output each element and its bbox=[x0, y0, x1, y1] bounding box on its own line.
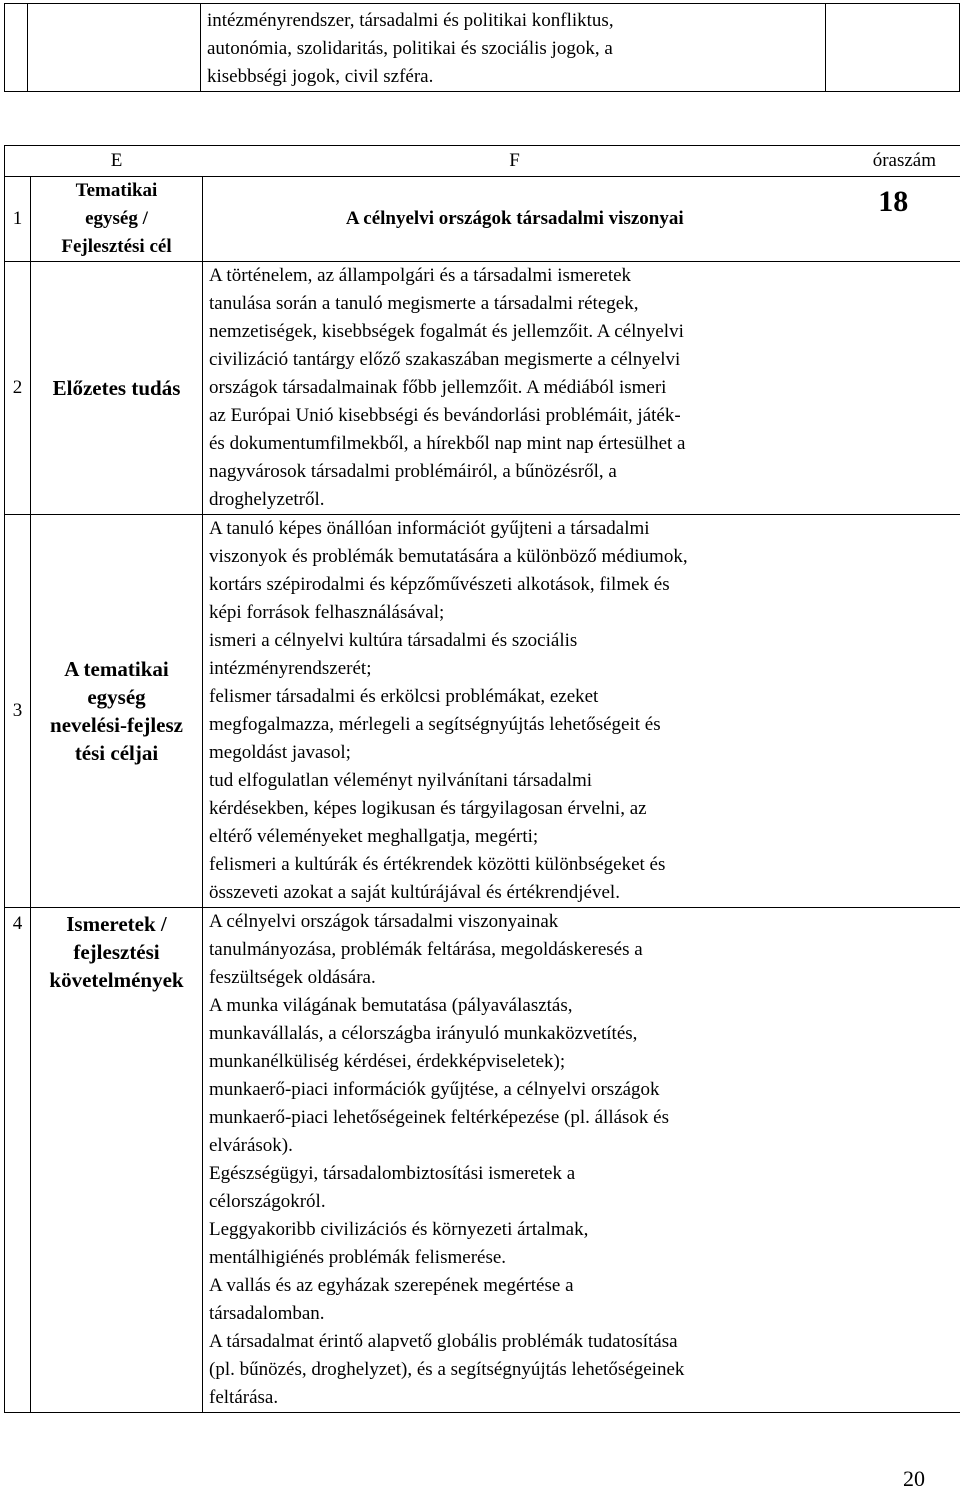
label-line: követelmények bbox=[33, 966, 200, 994]
header-col-e: E bbox=[31, 146, 203, 177]
content-line: célországokról. bbox=[203, 1188, 960, 1216]
content-line: viszonyok és problémák bemutatására a különböző médiumok, bbox=[203, 543, 960, 571]
label-line: egység bbox=[33, 683, 200, 711]
row-label-prior-knowledge: Előzetes tudás bbox=[31, 262, 203, 515]
top-line: autonómia, szolidaritás, politikai és szociális jogok, a bbox=[207, 35, 819, 63]
content-line: és dokumentumfilmekből, a hírekből nap mint nap értesülhet a bbox=[203, 430, 960, 458]
content-line: összeveti azokat a saját kultúrájával és értékrendjével. bbox=[203, 879, 960, 907]
content-line: civilizáció tantárgy előző szakaszában megismerte a célnyelvi bbox=[203, 346, 960, 374]
prior-knowledge-content bbox=[203, 262, 960, 515]
hours-value: 18 bbox=[827, 177, 960, 262]
requirements-content bbox=[203, 908, 960, 1413]
label-line: Ismeretek / bbox=[33, 910, 200, 938]
page-number: 20 bbox=[903, 1467, 925, 1491]
content-line: feszültségek oldására. bbox=[203, 964, 960, 992]
row-label-requirements bbox=[31, 908, 203, 1413]
content-line: tanulmányozása, problémák feltárása, megoldáskeresés a bbox=[203, 936, 960, 964]
top-label-cell bbox=[28, 4, 201, 92]
main-table bbox=[4, 145, 960, 1413]
top-content-text bbox=[201, 4, 825, 91]
development-goals-content bbox=[203, 515, 960, 908]
label-line: fejlesztési bbox=[33, 938, 200, 966]
top-num-cell bbox=[5, 4, 28, 92]
content-line: A célnyelvi országok társadalmi viszonyainak bbox=[203, 908, 960, 936]
row-development-goals bbox=[5, 515, 960, 908]
content-line: az Európai Unió kisebbségi és bevándorlási problémáit, játék- bbox=[203, 402, 960, 430]
row-topic-unit bbox=[5, 177, 960, 262]
content-line: munkaerő-piaci lehetőségeinek feltérképezése (pl. állások és bbox=[203, 1104, 960, 1132]
row-requirements bbox=[5, 908, 960, 1413]
content-line: megfogalmazza, mérlegeli a segítségnyújtás lehetőségeit és bbox=[203, 711, 960, 739]
label-line: Tematikai bbox=[33, 177, 200, 205]
content-line: nemzetiségek, kisebbségek fogalmát és jellemzőit. A célnyelvi bbox=[203, 318, 960, 346]
row-prior-knowledge bbox=[5, 262, 960, 515]
header-empty bbox=[5, 146, 31, 177]
header-col-hours: óraszám bbox=[827, 146, 960, 177]
content-line: kortárs szépirodalmi és képzőművészeti alkotások, filmek és bbox=[203, 571, 960, 599]
header-row bbox=[5, 146, 960, 177]
content-line: elvárások). bbox=[203, 1132, 960, 1160]
row-number: 4 bbox=[5, 908, 31, 1413]
row-label-development-goals bbox=[31, 515, 203, 908]
content-line: ismeri a célnyelvi kultúra társadalmi és szociális bbox=[203, 627, 960, 655]
content-line: társadalomban. bbox=[203, 1300, 960, 1328]
content-line: feltárása. bbox=[203, 1384, 960, 1412]
row-label-topic-unit bbox=[31, 177, 203, 262]
content-line: kérdésekben, képes logikusan és tárgyilagosan érvelni, az bbox=[203, 795, 960, 823]
content-line: tanulása során a tanuló megismerte a társadalmi rétegek, bbox=[203, 290, 960, 318]
content-line: droghelyzetről. bbox=[203, 486, 960, 514]
top-content-cell bbox=[201, 4, 826, 92]
label-line: egység / bbox=[33, 205, 200, 233]
top-table bbox=[4, 3, 960, 92]
content-line: felismeri a kultúrák és értékrendek közötti különbségeket és bbox=[203, 851, 960, 879]
label-line: tési céljai bbox=[33, 739, 200, 767]
label-line: Fejlesztési cél bbox=[33, 233, 200, 261]
top-row bbox=[5, 4, 960, 92]
content-line: munkanélküliség kérdései, érdekképviseletek); bbox=[203, 1048, 960, 1076]
content-line: megoldást javasol; bbox=[203, 739, 960, 767]
content-line: országok társadalmainak főbb jellemzőit. A médiából ismeri bbox=[203, 374, 960, 402]
content-line: A vallás és az egyházak szerepének megértése a bbox=[203, 1272, 960, 1300]
top-line: kisebbségi jogok, civil szféra. bbox=[207, 63, 819, 91]
content-line: mentálhigiénés problémák felismerése. bbox=[203, 1244, 960, 1272]
content-line: (pl. bűnözés, droghelyzet), és a segítségnyújtás lehetőségeinek bbox=[203, 1356, 960, 1384]
content-line: Leggyakoribb civilizációs és környezeti ártalmak, bbox=[203, 1216, 960, 1244]
content-line: tud elfogulatlan véleményt nyilvánítani társadalmi bbox=[203, 767, 960, 795]
content-line: munkavállalás, a célországba irányuló munkaközvetítés, bbox=[203, 1020, 960, 1048]
row-number: 1 bbox=[5, 177, 31, 262]
row-number: 3 bbox=[5, 515, 31, 908]
content-line: felismer társadalmi és erkölcsi problémákat, ezeket bbox=[203, 683, 960, 711]
header-col-f: F bbox=[203, 146, 827, 177]
content-line: A tanuló képes önállóan információt gyűjteni a társadalmi bbox=[203, 515, 960, 543]
content-line: A munka világának bemutatása (pályaválasztás, bbox=[203, 992, 960, 1020]
content-line: Egészségügyi, társadalombiztosítási ismeretek a bbox=[203, 1160, 960, 1188]
content-line: nagyvárosok társadalmi problémáiról, a bűnözésről, a bbox=[203, 458, 960, 486]
topic-title: A célnyelvi országok társadalmi viszonyai bbox=[203, 177, 827, 262]
label-line: A tematikai bbox=[33, 655, 200, 683]
label-line: nevelési-fejlesz bbox=[33, 711, 200, 739]
content-line: képi források felhasználásával; bbox=[203, 599, 960, 627]
content-line: A történelem, az állampolgári és a társadalmi ismeretek bbox=[203, 262, 960, 290]
content-line: munkaerő-piaci információk gyűjtése, a célnyelvi országok bbox=[203, 1076, 960, 1104]
row-number: 2 bbox=[5, 262, 31, 515]
content-line: A társadalmat érintő alapvető globális problémák tudatosítása bbox=[203, 1328, 960, 1356]
content-line: eltérő véleményeket meghallgatja, megérti; bbox=[203, 823, 960, 851]
top-line: intézményrendszer, társadalmi és politikai konfliktus, bbox=[207, 7, 819, 35]
content-line: intézményrendszerét; bbox=[203, 655, 960, 683]
top-hours-cell bbox=[826, 4, 960, 92]
